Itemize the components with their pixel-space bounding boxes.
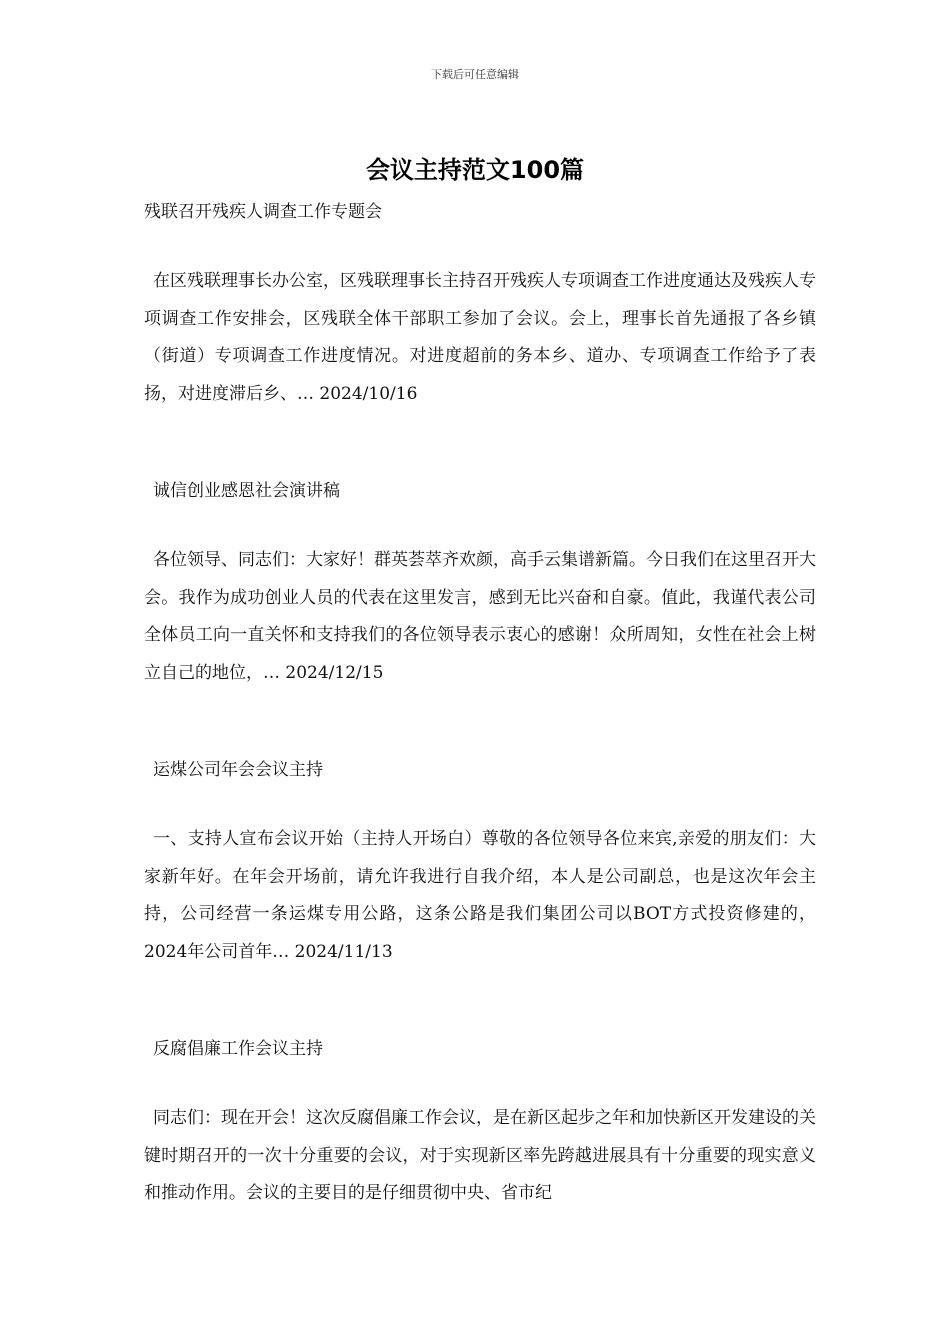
header-note: 下载后可任意编辑 [431,68,519,81]
article-body: 在区残联理事长办公室，区残联理事长主持召开残疾人专项调查工作进度通达及残疾人专项调查工作安排会，区残联全体干部职工参加了会议。会上，理事长首先通报了各乡镇（街道）专项调查工作进度情况。对进度超前的务本乡、道办、专项调查工作给予了表扬，对进度滞后乡、… 2024/10/16 [144,271,816,404]
article-2 [144,476,816,692]
article-4 [144,1034,816,1213]
article-body: 一、支持人宣布会议开始（主持人开场白）尊敬的各位领导各位来宾,亲爱的朋友们：大家新年好。在年会开场前，请允许我进行自我介绍，本人是公司副总，也是这次年会主持，公司经营一条运煤专用公路，这条公路是我们集团公司以BOT方式投资修建的，2024年公司首年… 2024/11/13 [144,829,816,962]
article-heading: 诚信创业感恩社会演讲稿 [153,481,340,501]
article-1 [144,197,816,413]
article-heading: 残联召开残疾人调查工作专题会 [144,202,382,222]
article-heading: 反腐倡廉工作会议主持 [153,1039,323,1059]
article-3 [144,755,816,971]
document-title: 会议主持范文100篇 [365,156,585,184]
article-heading: 运煤公司年会会议主持 [153,760,323,780]
document-content [144,197,816,1213]
article-body: 各位领导、同志们：大家好！群英荟萃齐欢颜，高手云集谱新篇。今日我们在这里召开大会。我作为成功创业人员的代表在这里发言，感到无比兴奋和自豪。值此，我谨代表公司全体员工向一直关怀和支持我们的各位领导表示衷心的感谢！众所周知，女性在社会上树立自己的地位，… 2024/12/15 [144,550,816,683]
article-body: 同志们：现在开会！这次反腐倡廉工作会议，是在新区起步之年和加快新区开发建设的关键时期召开的一次十分重要的会议，对于实现新区率先跨越进展具有十分重要的现实意义和推动作用。会议的主要目的是仔细贯彻中央、省市纪 [144,1108,816,1203]
